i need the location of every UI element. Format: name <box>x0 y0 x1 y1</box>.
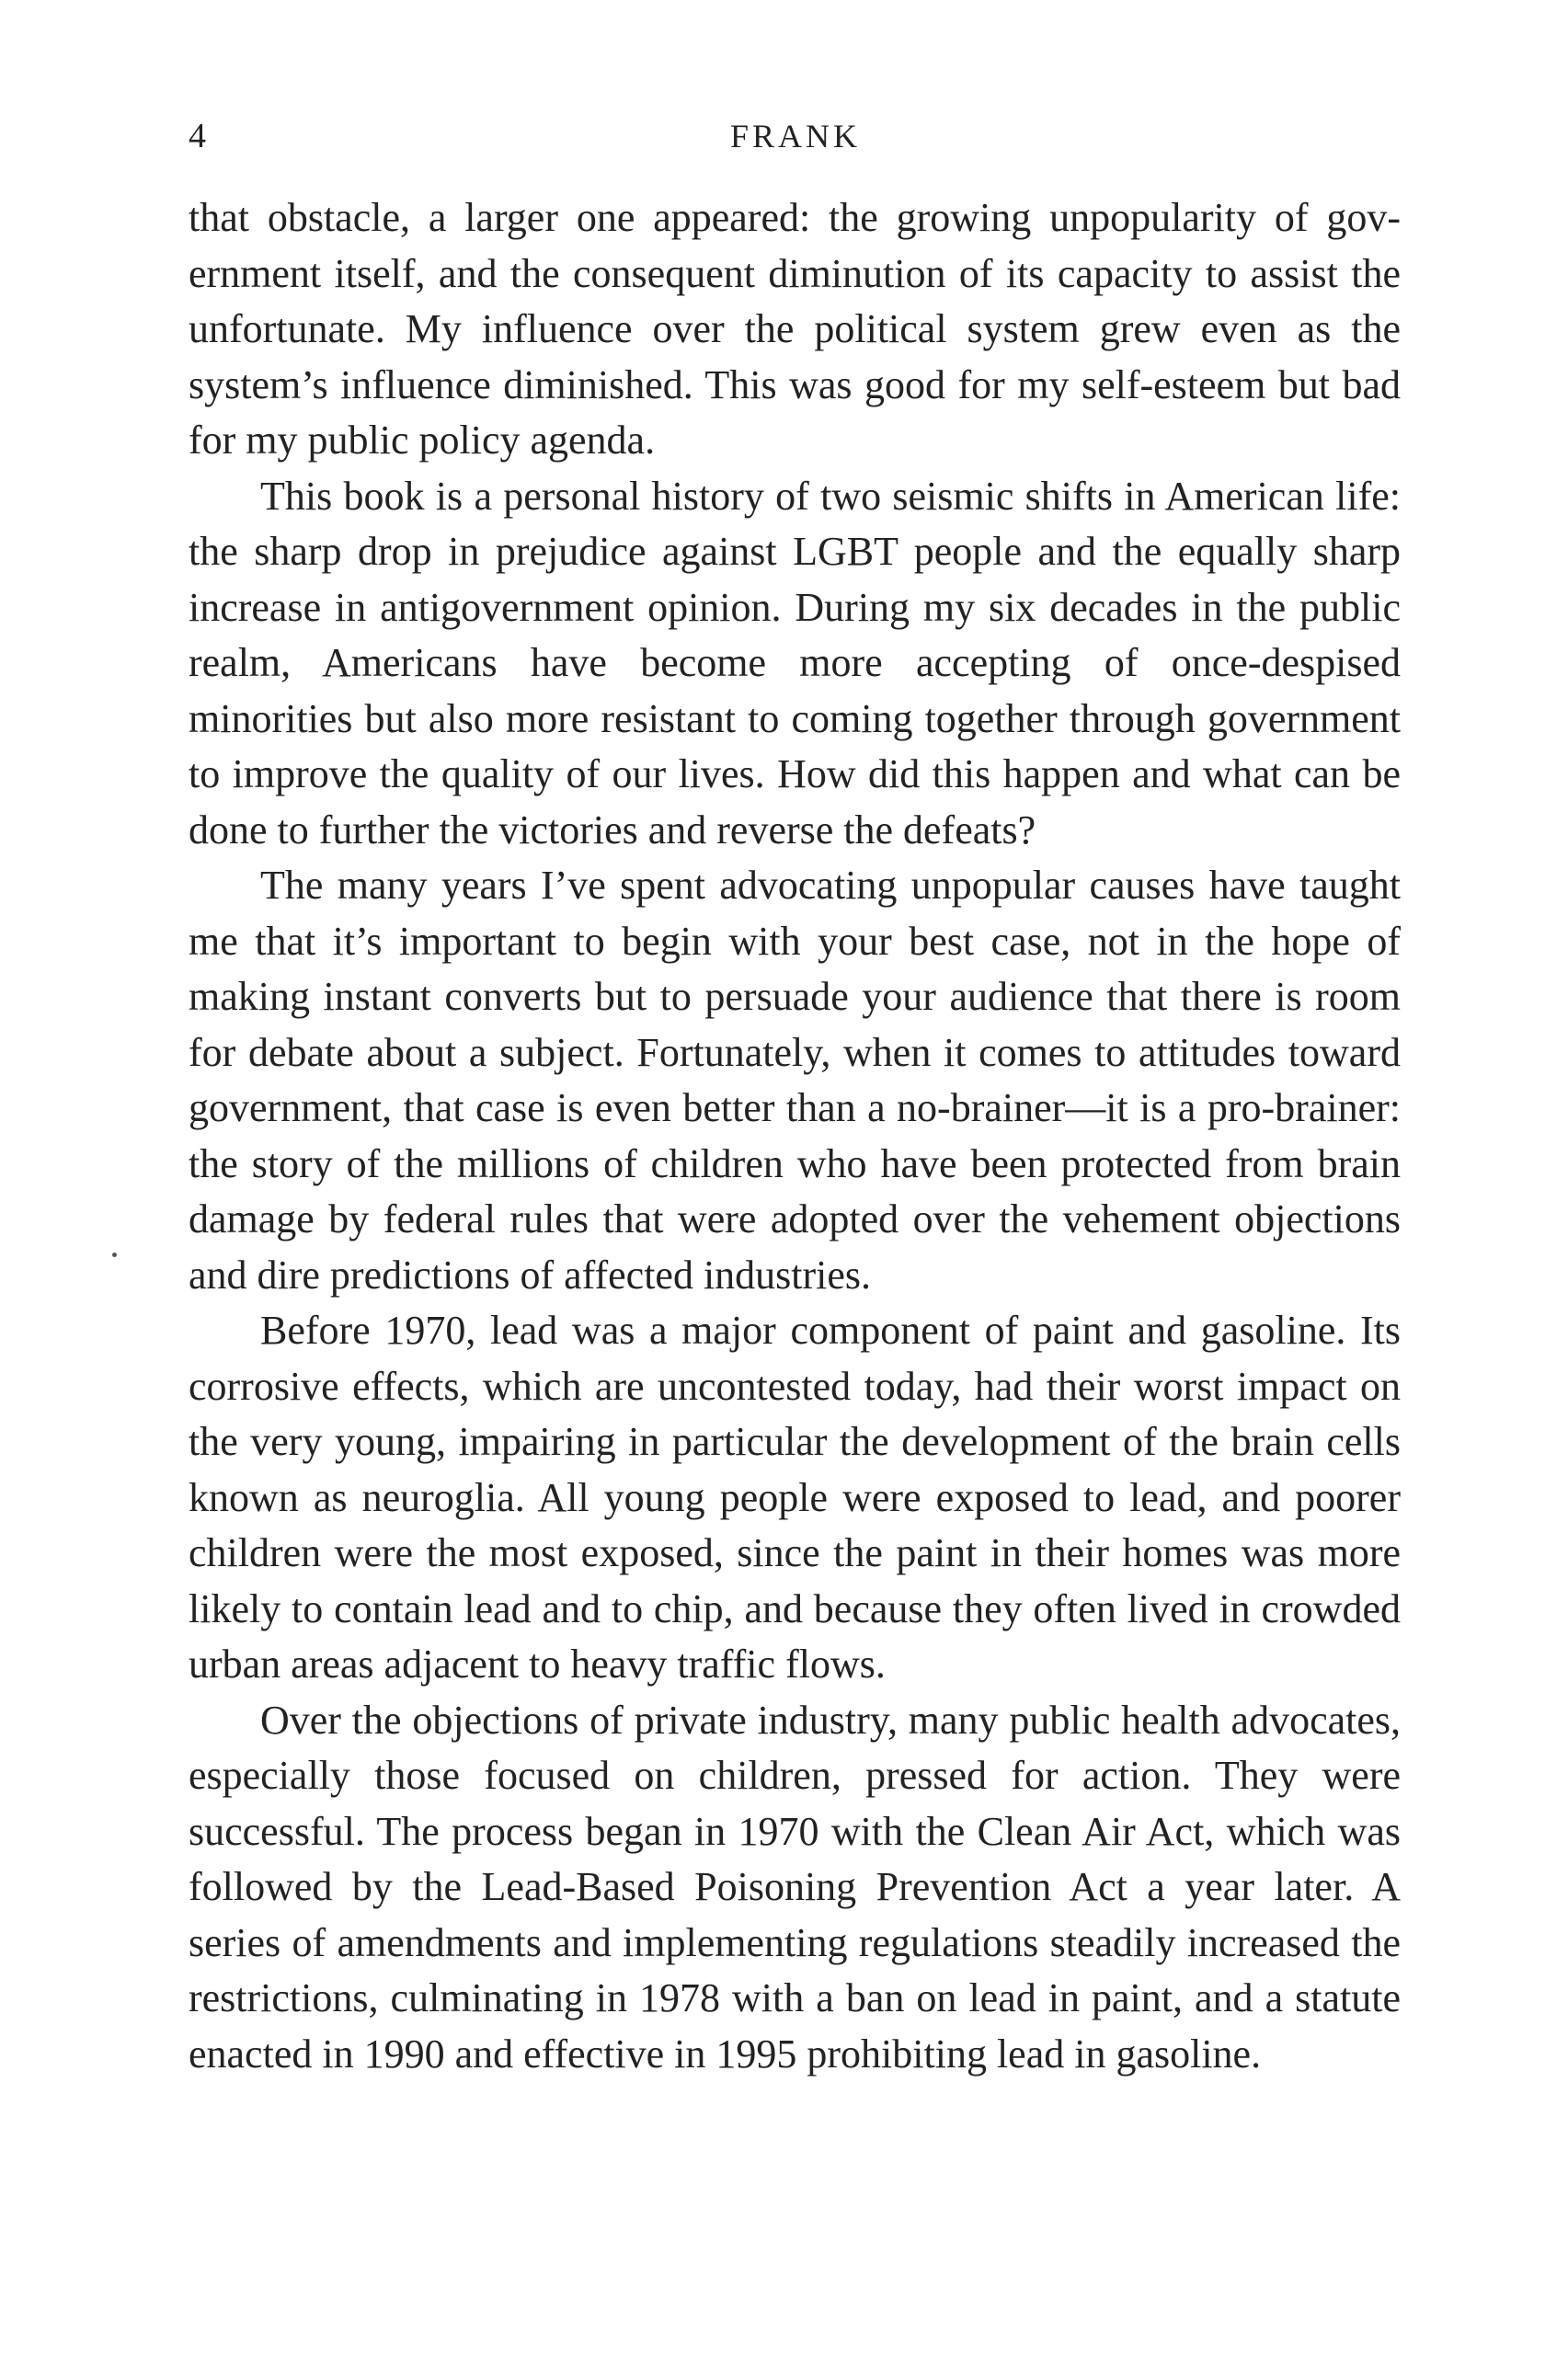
paragraph: Before 1970, lead was a major component of paint and gasoline. Its corrosive effects, which are uncontested today, had their worst impact on the very young, impairing in particular the development of the brain cells known as neuroglia. All young people were exposed to lead, and poorer children were the most exposed, since the paint in their homes was more likely to contain lead and to chip, and because they often lived in crowded urban areas adjacent to heavy traffic flows. <box>189 1308 1401 1687</box>
paragraph: The many years I’ve spent advocating unpopular causes have taught me that it’s important to begin with your best case, not in the hope of making instant converts but to persuade your audience that there is room for debate about a subject. Fortunately, when it comes to attitudes toward government, that case is even better than a no-brainer—it is a pro-brainer: the story of the millions of children who have been protected from brain damage by federal rules that were adopted over the vehement objections and dire predictions of affected industries. <box>189 863 1401 1298</box>
body-text <box>189 190 1401 2082</box>
running-head <box>189 109 1402 164</box>
paragraph-continued: that obstacle, a larger one appeared: the growing unpopularity of government itself, and the consequent diminution of its capacity to assist the unfortunate. My influence over the political system grew even as the system’s influence diminished. This was good for my self-esteem but bad for my public policy agenda. <box>189 195 1401 463</box>
paragraph: This book is a personal history of two seismic shifts in American life: the sharp drop in prejudice against LGBT people and the equally sharp increase in antigovernment opinion. During my six decades in the public realm, Americans have become more accepting of once-despised minorities but also more resistant to coming together through government to improve the quality of our lives. How did this happen and what can be done to further the victories and reverse the defeats? <box>189 473 1401 852</box>
paragraph: Over the objections of private industry, many public health advocates, especially those focused on children, pressed for action. They were successful. The process began in 1970 with the Clean Air Act, which was followed by the Lead-Based Poisoning Prevention Act a year later. A series of amendments and implementing regulations steadily increased the restrictions, culminating in 1978 with a ban on lead in paint, and a statute enacted in 1990 and effective in 1995 prohibiting lead in gasoline. <box>189 1697 1401 2077</box>
scan-speck <box>112 1253 117 1257</box>
page-number: 4 <box>189 117 206 155</box>
running-title: FRANK <box>729 118 862 154</box>
